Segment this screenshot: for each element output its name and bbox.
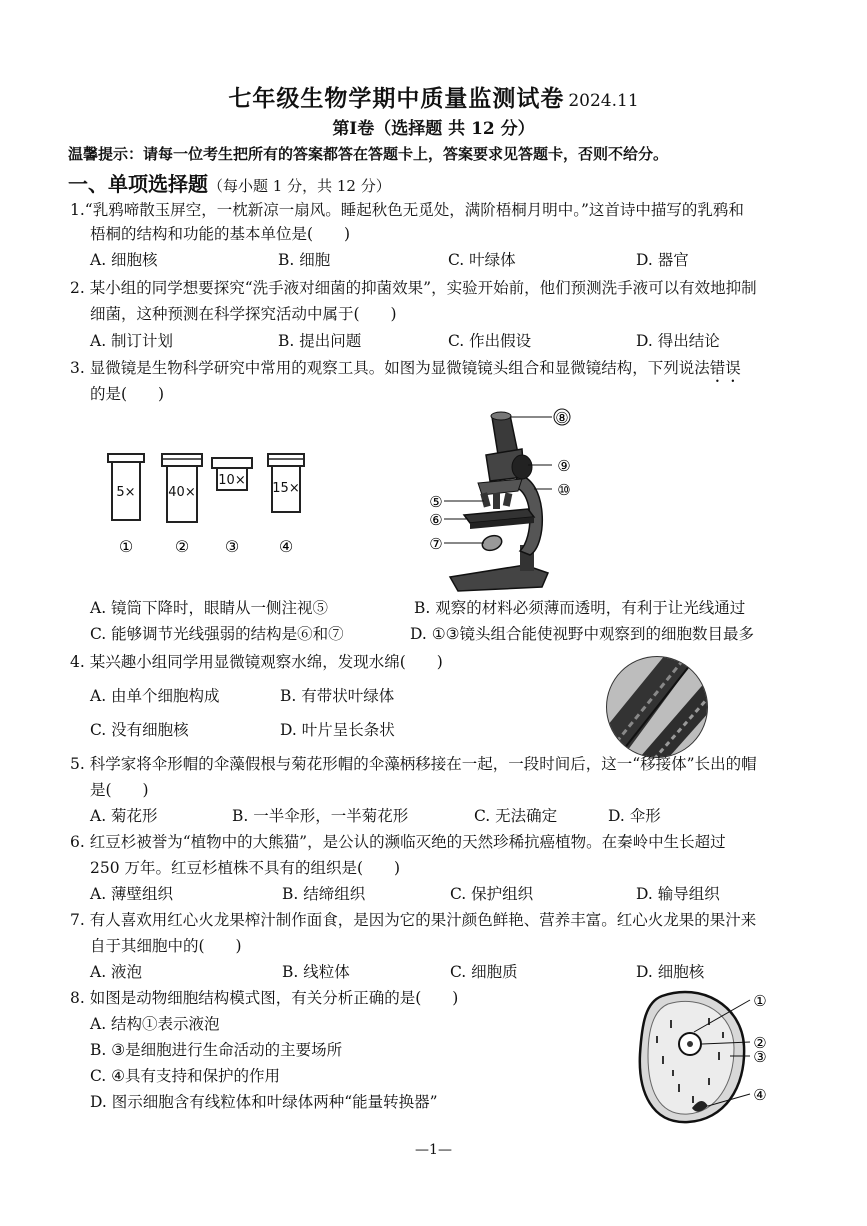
q8-option-c: C. ④具有支持和保护的作用 (90, 1067, 281, 1085)
part-subtitle: 第Ⅰ卷（选择题 共 12 分） (332, 119, 535, 139)
q8-line1: 8. 如图是动物细胞结构模式图，有关分析正确的是( ) (70, 989, 459, 1007)
microscope-label-5: ⑤ (429, 493, 443, 511)
q4-option-b: B. 有带状叶绿体 (280, 687, 395, 705)
animal-cell-figure (632, 988, 782, 1128)
q3-option-c: C. 能够调节光线强弱的结构是⑥和⑦ (90, 625, 344, 643)
lens-3-label: 10× (218, 473, 246, 488)
q7-option-b: B. 线粒体 (282, 963, 350, 981)
warm-tip: 温馨提示：请每一位考生把所有的答案都答在答题卡上，答案要求见答题卡，否则不给分。 (68, 145, 669, 163)
spirogyra-micrograph (604, 654, 710, 760)
lens-num-2: ② (174, 537, 190, 556)
q5-option-b: B. 一半伞形，一半菊花形 (232, 807, 409, 825)
q8-option-b: B. ③是细胞进行生命活动的主要场所 (90, 1041, 343, 1059)
q7-option-c: C. 细胞质 (450, 963, 518, 981)
q2-line1: 2. 某小组的同学想要探究“洗手液对细菌的抑菌效果”，实验开始前，他们预测洗手液可以有效地抑制 (70, 279, 757, 297)
q1-option-b: B. 细胞 (278, 251, 331, 269)
q1-option-d: D. 器官 (636, 251, 689, 269)
lens-4 (268, 454, 304, 512)
section-title: 一、单项选择题 (68, 172, 208, 196)
q1-line1: 1.“乳鸦啼散玉屏空，一枕新凉一扇风。睡起秋色无觅处，满阶梧桐月明中。”这首诗中描写的乳鸦和 (70, 201, 744, 219)
microscope-label-6: ⑥ (429, 511, 443, 529)
q3-option-d: D. ①③镜头组合能使视野中观察到的细胞数目最多 (410, 625, 755, 643)
q8-option-d: D. 图示细胞含有线粒体和叶绿体两种“能量转换器” (90, 1093, 438, 1111)
q3-line1-text: 3. 显微镜是生物科学研究中常用的观察工具。如图为显微镜镜头组合和显微镜结构，下列说法 (70, 359, 710, 377)
q2-option-d: D. 得出结论 (636, 332, 720, 350)
microscope-label-7: ⑦ (429, 535, 443, 553)
lens-1 (108, 454, 144, 520)
cell-label-2: ② (753, 1034, 767, 1052)
q5-line1: 5. 科学家将伞形帽的伞藻假根与菊花形帽的伞藻柄移接在一起，一段时间后，这一“移接体”长出的帽 (70, 755, 757, 773)
lens-num-1: ① (118, 537, 134, 556)
q1-option-c: C. 叶绿体 (448, 251, 516, 269)
cell-label-1: ① (753, 992, 767, 1010)
q6-option-c: C. 保护组织 (450, 885, 534, 903)
q6-option-b: B. 结缔组织 (282, 885, 366, 903)
lens-2 (162, 454, 202, 522)
q6-option-a: A. 薄壁组织 (90, 885, 174, 903)
q3-option-a: A. 镜筒下降时，眼睛从一侧注视⑤ (90, 599, 329, 617)
lens-figure (100, 448, 320, 558)
q3-emphasis: 错误 (709, 359, 741, 377)
q5-line2: 是( ) (90, 781, 149, 799)
lens-2-label: 40× (168, 485, 196, 500)
cell-label-3: ③ (753, 1048, 767, 1066)
lens-num-4: ④ (278, 537, 294, 556)
q1-line2: 梧桐的结构和功能的基本单位是( ) (90, 225, 351, 243)
q1-option-a: A. 细胞核 (90, 251, 158, 269)
q7-line1: 7. 有人喜欢用红心火龙果榨汁制作面食，是因为它的果汁颜色鲜艳、营养丰富。红心火龙果的果汁来 (70, 911, 757, 929)
q2-option-c: C. 作出假设 (448, 332, 532, 350)
lens-1-label: 5× (116, 485, 136, 500)
cell-label-4: ④ (753, 1086, 767, 1104)
section-note: （每小题 1 分，共 12 分） (208, 177, 391, 195)
page-number: —1— (415, 1142, 452, 1158)
q5-option-c: C. 无法确定 (474, 807, 558, 825)
microscope-label-10: ⑩ (557, 481, 571, 499)
exam-title (0, 80, 867, 113)
exam-date: 2024.11 (568, 91, 639, 111)
q6-line2: 250 万年。红豆杉植株不具有的组织是( ) (90, 859, 401, 877)
q6-line1: 6. 红豆杉被誉为“植物中的大熊猫”，是公认的濒临灭绝的天然珍稀抗癌植物。在秦岭中生长超过 (70, 833, 726, 851)
q5-option-a: A. 菊花形 (90, 807, 158, 825)
q6-option-d: D. 输导组织 (636, 885, 720, 903)
lens-3 (212, 458, 252, 490)
title-text: 七年级生物学期中质量监测试卷 (228, 85, 565, 112)
q3-line2: 的是( ) (90, 385, 165, 403)
q5-option-d: D. 伞形 (608, 807, 661, 825)
q8-option-a: A. 结构①表示液泡 (90, 1015, 220, 1033)
microscope-label-9: ⑨ (557, 457, 571, 475)
q4-line1: 4. 某兴趣小组同学用显微镜观察水绵，发现水绵( ) (70, 653, 443, 671)
lens-4-label: 15× (272, 481, 300, 496)
microscope-label-8: ⑧ (555, 409, 569, 427)
q2-option-b: B. 提出问题 (278, 332, 362, 350)
q7-option-a: A. 液泡 (90, 963, 143, 981)
q3-line1 (70, 356, 741, 386)
q2-option-a: A. 制订计划 (90, 332, 174, 350)
section-heading (68, 168, 391, 197)
q4-option-a: A. 由单个细胞构成 (90, 687, 220, 705)
lens-num-3: ③ (224, 537, 240, 556)
microscope-figure (430, 405, 590, 595)
q4-option-d: D. 叶片呈长条状 (280, 721, 395, 739)
q7-line2: 自于其细胞中的( ) (90, 937, 242, 955)
q4-option-c: C. 没有细胞核 (90, 721, 189, 739)
q2-line2: 细菌，这种预测在科学探究活动中属于( ) (90, 305, 397, 323)
q3-option-b: B. 观察的材料必须薄而透明，有利于让光线通过 (414, 599, 746, 617)
q7-option-d: D. 细胞核 (636, 963, 705, 981)
